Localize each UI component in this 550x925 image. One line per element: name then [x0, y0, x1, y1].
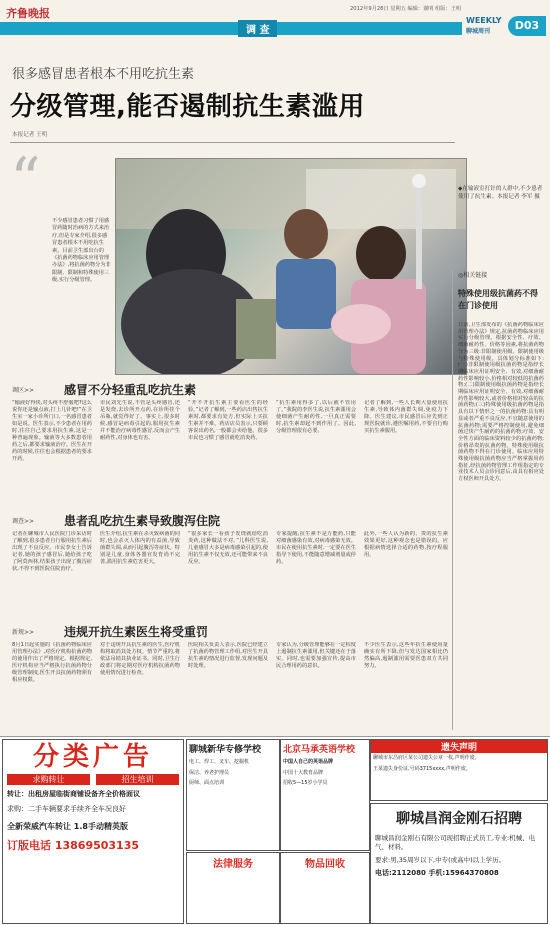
goods-title: 物品回收 [305, 859, 345, 870]
related-link-tag: ◎相关链接 [458, 272, 488, 279]
section-column: “抗生素用得多了,以后就不管用了。”我院的李医生说,抗生素滥用会使细菌产生耐药性,一旦真正需要时,抗生素却起不到作用了。因此,分级管理很有必要。 [276, 400, 356, 434]
section-title: 违规开抗生素医生将受重罚 [64, 625, 209, 639]
school2-item: 招收5—15岁小学员 [283, 780, 328, 787]
section-tag: 调区>> [12, 387, 35, 394]
lost-title: 遗失声明 [371, 740, 547, 753]
lost-item: 王某遗失身份证,号码3715xxxx,声明作废。 [373, 765, 471, 772]
school-ad [186, 739, 280, 851]
section-column: 医院相关负责人表示,医院已经建立了抗菌药物管理工作组,对医生开具抗生素的情况进行监督,发现问题及时处理。 [188, 642, 268, 669]
section-column: 不少医生表示,这些年抗生素使用量确实有所下降,但与发达国家相比仍然偏高,遏制滥用需要医患双方共同努力。 [364, 642, 448, 669]
lost-item: 聊城市东昌府区某公司遗失公章一枚,声明作废。 [373, 755, 480, 761]
sidebar-title: 特殊使用级抗菌药不得在门诊使用 [458, 289, 538, 310]
divider [10, 142, 455, 143]
classified-phone: 订版电话 13869503135 [7, 839, 140, 852]
law-ad [186, 852, 280, 924]
lost-notice-ad [370, 739, 548, 801]
section-column: 医生介绍,抗生素在杀灭致病菌的同时,也会杀灭人体内的有益菌,导致菌群失调,从而引起腹泻等症状。特别是儿童,身体各器官发育尚不完善,滥用抗生素危害更大。 [100, 531, 180, 565]
school2-title: 北京马承英语学校 [283, 745, 356, 755]
school-title: 聊城新华专修学校 [189, 745, 262, 755]
law-title: 法律服务 [213, 859, 253, 870]
classified-item: 转让：出租房屋临街商铺设备齐全价格面议 [7, 790, 140, 798]
page-number: D03 [508, 16, 546, 36]
section-bar [0, 22, 462, 35]
recruit-title: 聊城昌润金刚石招聘 [396, 811, 522, 827]
section-column: 8月1日起实施的《抗菌药物临床应用管理办法》,对医疗机构抗菌药物的使用作出了严格规定。根据规定,医疗机构应当严格执行抗菌药物分级管理制度,医生开具抗菌药物须有相应权限。 [12, 642, 92, 683]
intro-text: 不少感冒患者习惯了用感冒药随时治病的方式来治疗,但是专家介绍,很多感冒患者根本不用吃抗生素。目前卫生部出台的《抗菌药物临床应用管理办法》,将抗菌药物分为非限制、限制和特殊使用三级,实行分级管理。 [52, 218, 111, 284]
recruit-item: 聊城昌润金刚石有限公司现招聘正式员工,专业:机械、电气、材料。 [375, 834, 536, 851]
photo-illustration [116, 159, 466, 374]
section-column: 对于违规开具抗生素的医生,医疗机构将取消其处方权。情节严重的,将依法吊销其执业证书。同时,卫生行政部门将定期对医疗机构抗菌药物使用情况进行检查。 [100, 642, 180, 676]
quote-mark-icon: “ [10, 145, 41, 215]
section-column: 专家认为,分级管理能够在一定程度上遏制抗生素滥用,但关键还在于落实。同时,也需要加强宣传,提高市民合理用药的意识。 [276, 642, 356, 669]
section-column: “很多家长一看孩子发烧就给吃消炎药,这种做法不对。”儿科医生说,儿童感冒大多是病毒感染引起的,使用抗生素不仅无效,还可能带来不良反应。 [188, 531, 268, 565]
classified-item: 全新荣威汽车转让 1.8手动精英版 [7, 822, 128, 831]
section-column: 记者在聊城市人民医院门诊采访时了解到,很多患者自行服用抗生素后出现了不良反应。市民李女士告诉记者,她的孩子感冒后,她给孩子吃了阿莫西林,结果孩子出现了腹泻症状,不得不到医院住院治疗。 [12, 531, 92, 572]
school-item: 厨师、面点培训 [189, 780, 225, 787]
section-column: 记者了解到,一些人长期大量使用抗生素,导致体内菌群失调,免疫力下降。医生建议,市民感冒后应先到正规医院就诊,遵医嘱用药,不要自行购买抗生素服用。 [364, 400, 448, 434]
school2-item: 中国人自己的英语品牌 [283, 759, 334, 765]
sidebar-body: 日前,卫生部发布的《抗菌药物临床应用管理办法》规定,抗菌药物临床应用实行分级管理。根据安全性、疗效、细菌耐药性、价格等因素,将抗菌药物分为三级:非限制使用级、限制使用级与特殊使用级。具体划分标准如下:(一)非限制使用级抗菌药物是指经长期临床应用证明安全、有效,对细菌耐药性影响较小,价格相对较低的抗菌药物;(二)限制使用级抗菌药物是指经长期临床应用证明安全、有效,对细菌耐药性影响较大,或者价格相对较高的抗菌药物;(三)特殊使用级抗菌药物是指具有以下情形之一的抗菌药物:具有明显或者严重不良反应,不宜随意使用的抗菌药物;需要严格控制使用,避免细菌过快产生耐药的抗菌药物;疗效、安全性方面的临床资料较少的抗菌药物;价格昂贵的抗菌药物。特殊使用级抗菌药物不得在门诊使用。临床应用特殊使用级抗菌药物应当严格掌握用药指征,经抗菌药物管理工作组指定的专业技术人员会诊同意后,由具有相应处方权医师开具处方。 [458, 322, 544, 483]
classified-item: 求购：二手车辆要求手续齐全车况良好 [7, 805, 126, 813]
section-title: 患者乱吃抗生素导致腹泻住院 [64, 514, 221, 528]
ads-area [0, 736, 550, 925]
section-tag: 新规>> [12, 629, 35, 636]
recruit-ad [370, 803, 548, 924]
school2-ad [280, 739, 370, 851]
infusion-room-photo [115, 158, 467, 375]
page-title: 分级管理,能否遏制抗生素滥用 [10, 92, 365, 122]
section-column: 市民刘先生说,不管是头疼感冒,还是发烧,去诊所开点药,在诊所挂个吊瓶,就觉得好了。事实上,很多时候,感冒是病毒引起的,服用抗生素并不能治疗病毒性感冒,反而会产生耐药性,对身体也有害。 [100, 400, 180, 441]
dateline: 2012年9月28日 星期五 编辑：谢明 组版：王明 [350, 6, 462, 12]
section-column: 此外,一些人认为新的、贵的抗生素效果更好,这种观念也是错误的。应根据病情选择合适的药物,按疗程服用。 [364, 531, 448, 558]
photo-caption: ◆在输液室打针的人群中,不少患者使用了抗生素。本报记者 李军 摄 [458, 186, 543, 200]
school-item: 保洁、养老护理员 [189, 769, 230, 776]
classified-tab: 招生培训 [96, 774, 179, 785]
column-rule [452, 270, 453, 730]
section-title: 感冒不分轻重乱吃抗生素 [64, 383, 197, 397]
byline: 本报记者 王明 [12, 132, 48, 138]
classified-title: 分类广告 [32, 742, 153, 772]
section-tag: 调查>> [12, 518, 35, 525]
weekly-sub-label: 聊城周刊 [466, 28, 491, 35]
weekly-label: WEEKLY [466, 16, 502, 25]
recruit-item: 电话:2112080 手机:15964370808 [375, 869, 499, 877]
recruit-item: 要求:男,35周岁以下,中专(或高中)以上学历。 [375, 856, 506, 864]
section-column: “开不开抗生素主要看医生的经验。”记者了解到,一些药店出售抗生素时,都要求有处方,但实际上买抗生素并不难。药店店员表示,只要顾客说出药名,一般都会卖给他。很多市民也习惯了感冒就吃消炎药。 [188, 400, 268, 441]
section-column: “输液好得快,对头疼不舒服吧?这么说你还是输点液,打上几针吧!”在卫生室一家小诊所门口,一名感冒患者如是说。医生表示,不少患者在用药时,往往自己要求用抗生素,这是一种普遍现象。输液等大多数患者用药之后,都要求输液治疗。医生在开药的时候,往往也会根据患者的要求开药。 [12, 400, 92, 462]
classified-tab: 求购转让 [7, 774, 90, 785]
kicker: 很多感冒患者根本不用吃抗生素 [12, 67, 195, 82]
section-column: 专家提醒,抗生素不是万能药,只能对细菌感染有效,对病毒感染无效。市民在使用抗生素时,一定要在医生指导下使用,不能随意增减剂量或停药。 [276, 531, 356, 565]
goods-ad [280, 852, 370, 924]
school-item: 电工、焊工、叉车、挖掘机 [189, 759, 250, 765]
section-label: 调 查 [238, 20, 277, 37]
classified-ad [2, 739, 184, 924]
school2-item: 中国十大教育品牌 [283, 769, 324, 776]
brand-logo: 齐鲁晚报 [6, 7, 50, 20]
